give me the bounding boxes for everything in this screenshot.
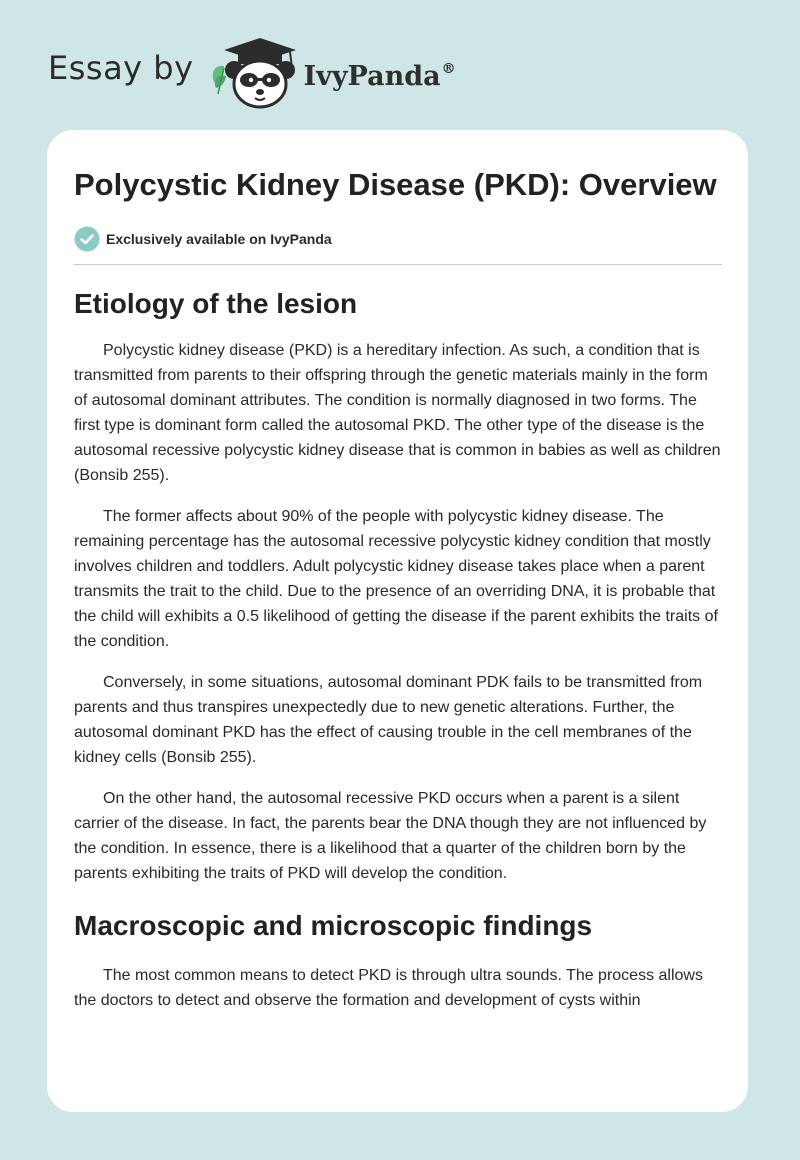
paragraph: On the other hand, the autosomal recessive PKD occurs when a parent is a silent carrier of the disease. In fact, the parents bear the DNA though they are not influenced by the condition. In essence, there is a likelihood that a quarter of the children born by the parents exhibiting the traits of PKD will develop the condition. [74, 790, 707, 882]
registered-mark: ® [441, 60, 456, 77]
brand-name[interactable]: IvyPanda® [303, 60, 456, 92]
essay-card [47, 130, 748, 1112]
section-heading-findings: Macroscopic and microscopic findings [74, 910, 593, 941]
page-title: Polycystic Kidney Disease (PKD): Overview [74, 167, 717, 202]
paragraph: Polycystic kidney disease (PKD) is a hereditary infection. As such, a condition that is transmitted from parents to their offspring through the genetic materials mainly in the form of autosomal dominant attributes. The condition is normally diagnosed in two forms. The first type is dominant form called the autosomal PKD. The other type of the disease is the autosomal recessive polycystic kidney disease that is common in babies as well as children (Bonsib 255). [74, 342, 721, 484]
paragraph: The former affects about 90% of the people with polycystic kidney disease. The remaining percentage has the autosomal recessive polycystic kidney condition that mostly involves children and toddlers. Adult polycystic kidney disease takes place when a parent transmits the trait to the child. Due to the presence of an overriding DNA, it is probable that the child will exhibits a 0.5 likelihood of getting the disease if the parent exhibits the traits of the condition. [74, 508, 718, 650]
panda-graduate-logo-icon[interactable] [206, 34, 302, 110]
exclusive-badge-text: Exclusively available on IvyPanda [106, 231, 332, 247]
site-header [48, 34, 456, 110]
paragraph: Conversely, in some situations, autosomal dominant PDK fails to be transmitted from parents and thus transpires unexpectedly due to new genetic alterations. Further, the autosomal dominant PKD has the effect of causing trouble in the cell membranes of the kidney cells (Bonsib 255). [74, 674, 703, 766]
check-circle-icon [74, 226, 100, 252]
exclusive-badge [74, 225, 722, 265]
essay-by-label: Essay by [48, 49, 194, 87]
section-heading-etiology: Etiology of the lesion [74, 288, 358, 319]
paragraph: The most common means to detect PKD is through ultra sounds. The process allows the doctors to detect and observe the formation and development of cysts within [74, 967, 703, 1009]
